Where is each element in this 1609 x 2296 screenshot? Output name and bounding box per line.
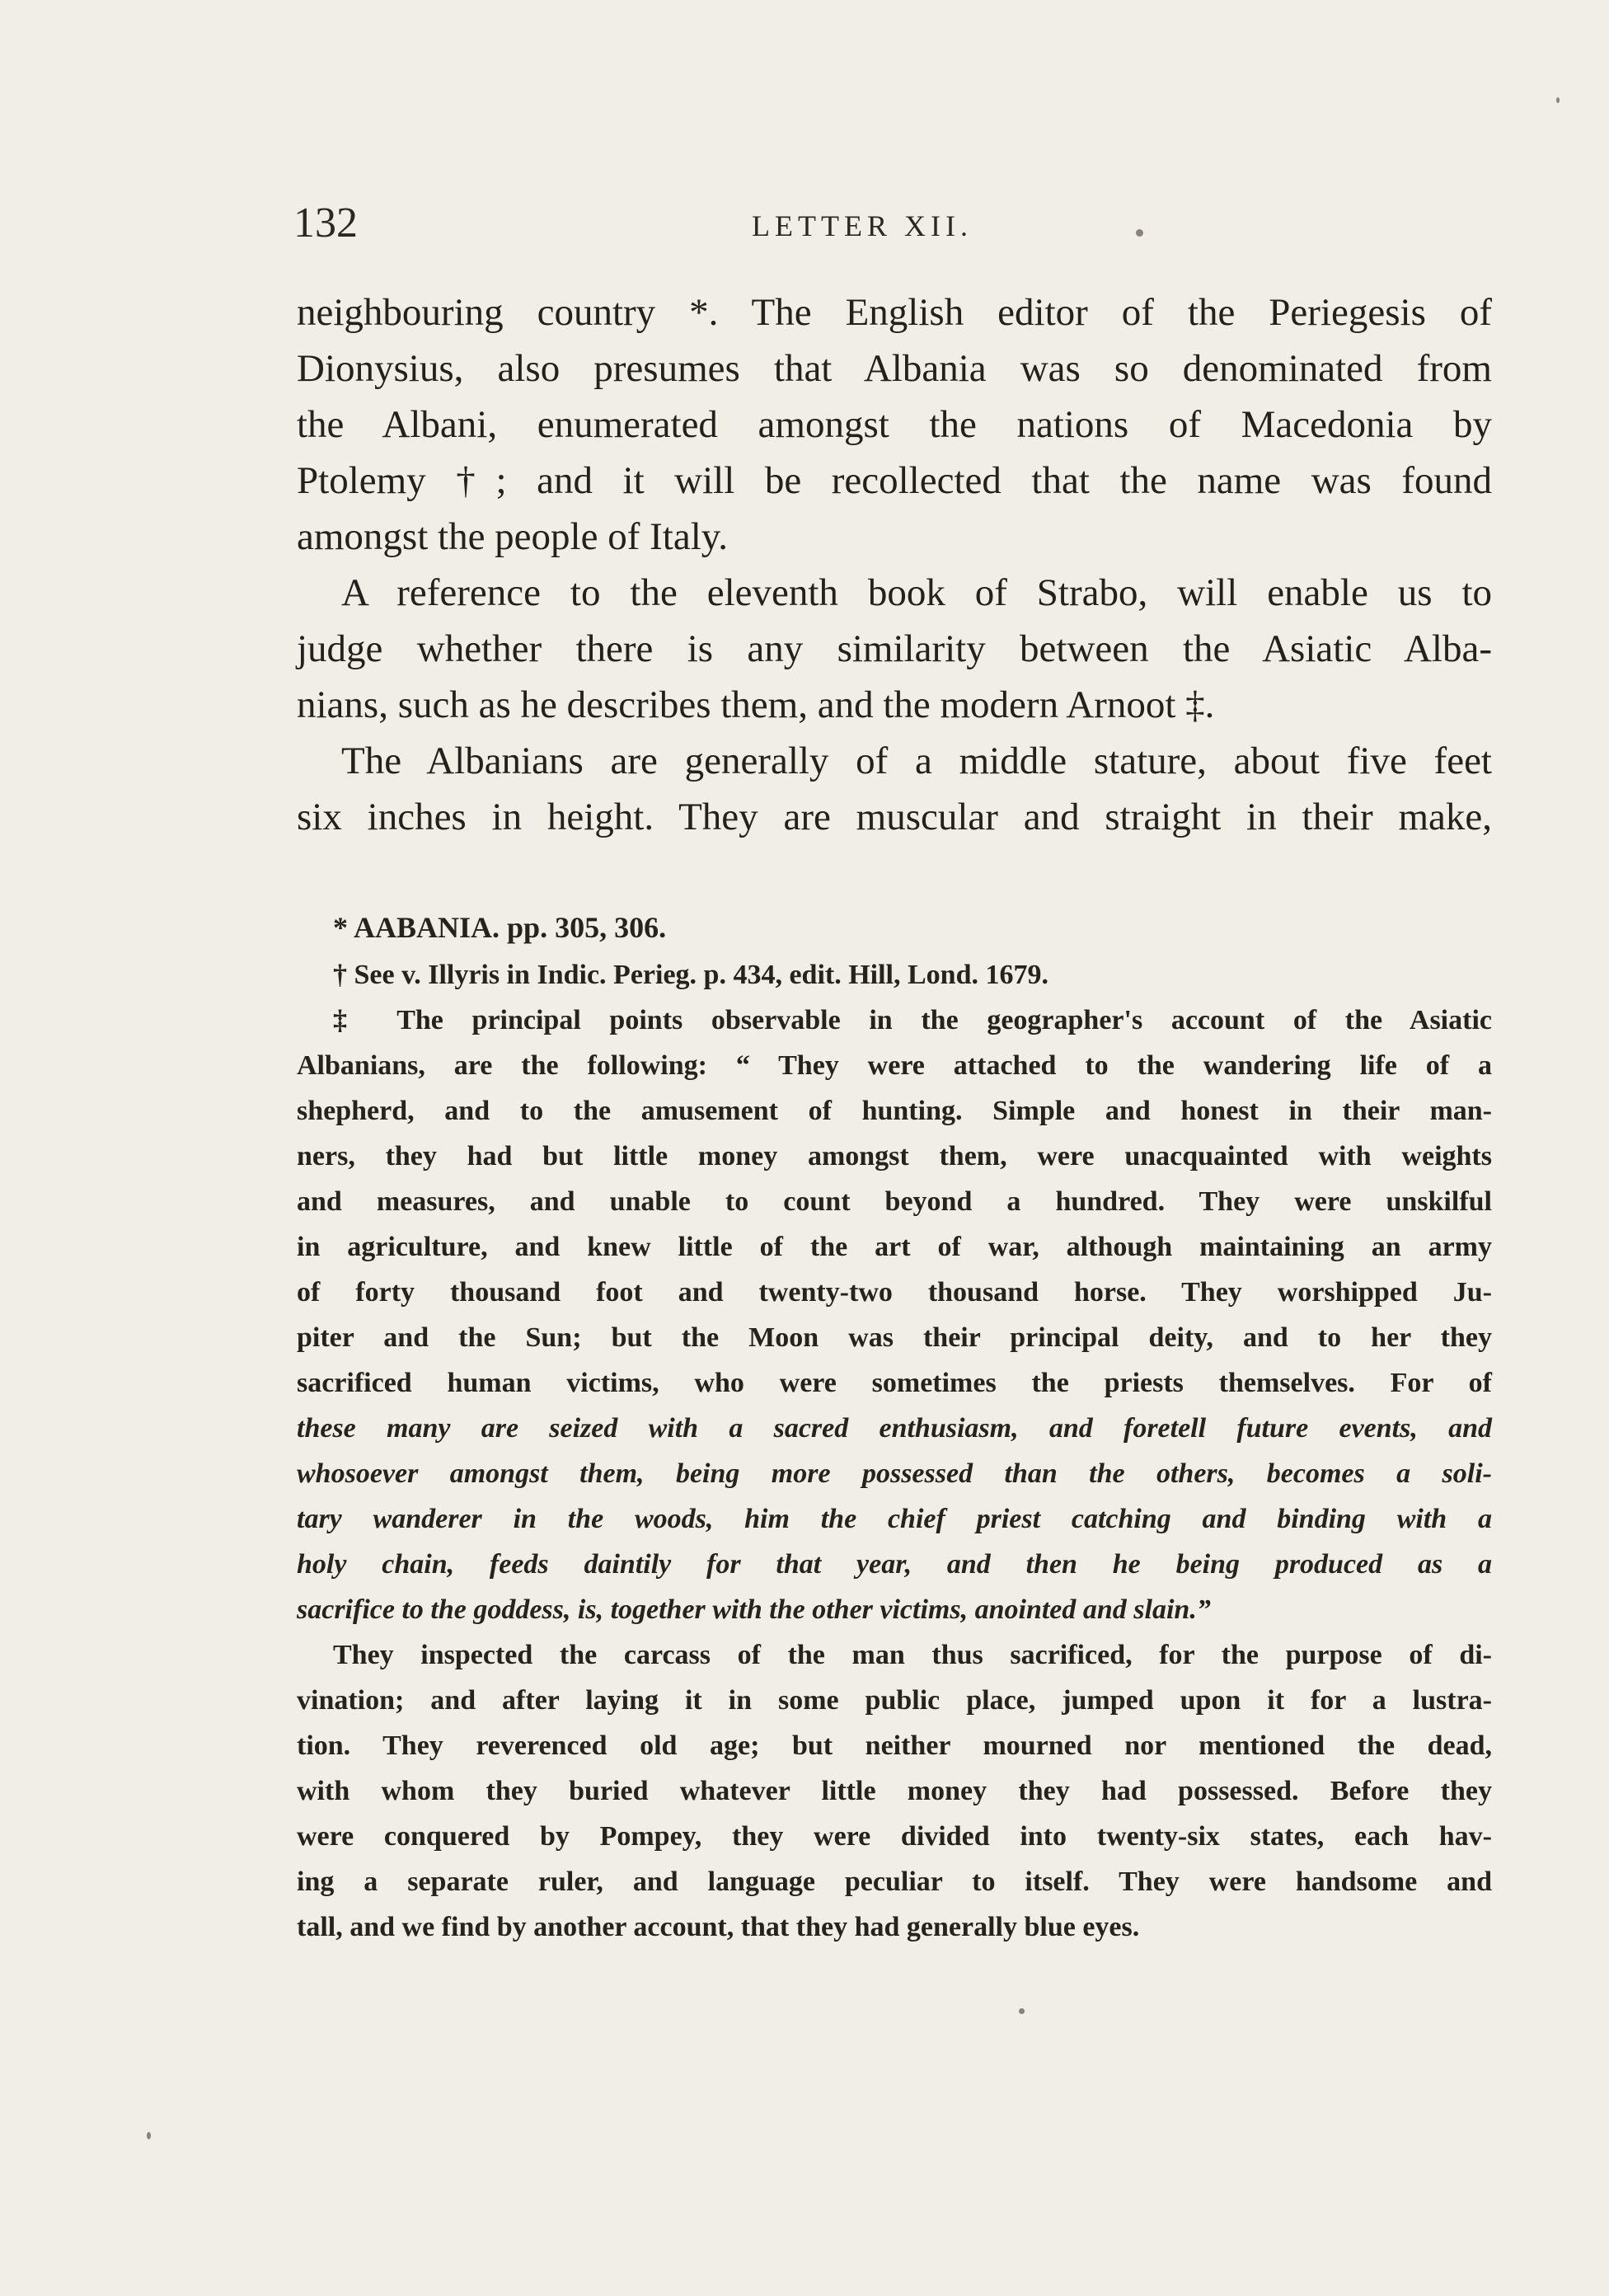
body-line: six inches in height. They are muscular and straight in their make, xyxy=(297,796,1492,838)
footnote-line: these many are seized with a sacred enthusiasm, and foretell future events, and xyxy=(297,1413,1492,1444)
paper-speck xyxy=(1019,2008,1025,2014)
footnote-line: were conquered by Pompey, they were divided into twenty-six states, each hav- xyxy=(297,1821,1492,1852)
footnote-line: tary wanderer in the woods, him the chief priest catching and binding with a xyxy=(297,1504,1492,1534)
footnote-line: whosoever amongst them, being more possessed than the others, becomes a soli- xyxy=(297,1458,1492,1489)
body-line: A reference to the eleventh book of Strabo, will enable us to xyxy=(341,571,1492,614)
footnote-line: They inspected the carcass of the man thus sacrificed, for the purpose of di- xyxy=(333,1640,1492,1670)
body-line: the Albani, enumerated amongst the nations of Macedonia by xyxy=(297,403,1492,446)
footnote-line: holy chain, feeds daintily for that year, and then he being produced as a xyxy=(297,1549,1492,1580)
footnote-line: tion. They reverenced old age; but neither mourned nor mentioned the dead, xyxy=(297,1730,1492,1761)
body-line: neighbouring country *. The English editor of the Periegesis of xyxy=(297,291,1492,334)
body-line: nians, such as he describes them, and the modern Arnoot ‡. xyxy=(297,683,1215,726)
footnote-line: and measures, and unable to count beyond a hundred. They were unskilful xyxy=(297,1186,1492,1217)
footnotes xyxy=(297,903,1492,1950)
body-text xyxy=(297,284,1492,845)
footnote-line: ners, they had but little money amongst them, were unacquainted with weights xyxy=(297,1141,1492,1171)
footnote-line: with whom they buried whatever little money they had possessed. Before they xyxy=(297,1776,1492,1806)
footnote-line: of forty thousand foot and twenty-two thousand horse. They worshipped Ju- xyxy=(297,1277,1492,1308)
footnote-line: sacrificed human victims, who were sometimes the priests themselves. For of xyxy=(297,1368,1492,1398)
paper-speck xyxy=(147,2132,151,2139)
footnote-line: vination; and after laying it in some public place, jumped upon it for a lustra- xyxy=(297,1685,1492,1716)
body-line: Dionysius, also presumes that Albania was so denominated from xyxy=(297,347,1492,390)
footnote-line: ing a separate ruler, and language peculiar to itself. They were handsome and xyxy=(297,1866,1492,1897)
running-head xyxy=(290,195,1485,252)
footnote-line: in agriculture, and knew little of the art of war, although maintaining an army xyxy=(297,1232,1492,1262)
body-line: amongst the people of Italy. xyxy=(297,515,728,558)
body-line: The Albanians are generally of a middle stature, about five feet xyxy=(341,740,1492,782)
footnote-line: * AABANIA. pp. 305, 306. xyxy=(333,911,667,944)
page-number: 132 xyxy=(293,200,358,247)
footnote-line: † See v. Illyris in Indic. Perieg. p. 434, edit. Hill, Lond. 1679. xyxy=(333,960,1048,990)
footnote-line: tall, and we find by another account, that they had generally blue eyes. xyxy=(297,1912,1140,1942)
footnote-line: sacrifice to the goddess, is, together with the other victims, anointed and slain.” xyxy=(297,1594,1211,1625)
footnote-line: piter and the Sun; but the Moon was their principal deity, and to her they xyxy=(297,1322,1492,1353)
footnote-line: Albanians, are the following: “ They were attached to the wandering life of a xyxy=(297,1050,1492,1081)
footnote-line: shepherd, and to the amusement of hunting. Simple and honest in their man- xyxy=(297,1096,1492,1126)
footnote-line: ‡ The principal points observable in the geographer's account of the Asiatic xyxy=(333,1005,1492,1035)
header-title: LETTER XII. xyxy=(752,209,973,242)
paper-speck xyxy=(1556,97,1560,103)
body-line: Ptolemy †; and it will be recollected that the name was found xyxy=(297,459,1492,502)
body-line: judge whether there is any similarity between the Asiatic Alba- xyxy=(297,627,1492,670)
